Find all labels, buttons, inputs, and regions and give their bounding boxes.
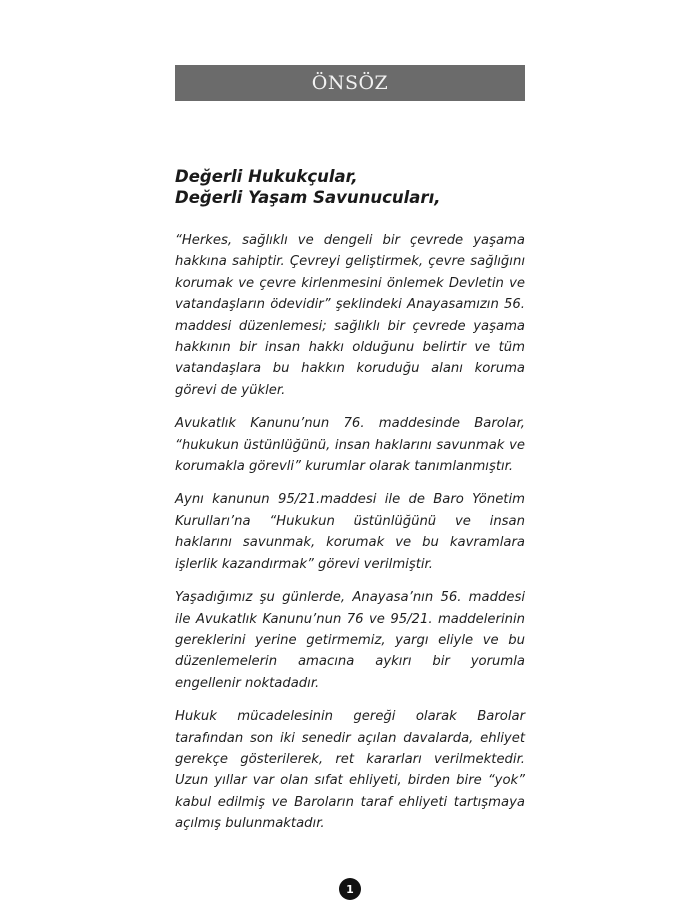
salutation-line-2: Değerli Yaşam Savunucuları,	[175, 188, 441, 207]
paragraph-4: Yaşadığımız şu günlerde, Anayasa’nın 56. maddesi ile Avukatlık Kanunu’nun 76 ve 95/21. maddelerinin gereklerini yerine getirmemiz, yargı eliyle ve bu düzenlemelerin amacına aykırı bir yorumla engellenir noktadadır.	[175, 590, 525, 691]
salutation	[175, 166, 525, 208]
paragraph-1: “Herkes, sağlıklı ve dengeli bir çevrede yaşama hakkına sahiptir. Çevreyi geliştirmek, çevre sağlığını korumak ve çevre kirlenmesini önlemek Devletin ve vatandaşların ödevidir” şeklindeki Anayasamızın 56. maddesi düzenlemesi; sağlıklı bir çevrede yaşama hakkının bir insan hakkı olduğunu belirtir ve tüm vatandaşlara bu hakkın koruduğu alanı koruma görevi de yükler.	[175, 233, 525, 398]
page-title: ÖNSÖZ	[311, 72, 389, 94]
page-number-badge	[339, 878, 361, 900]
page-number: 1	[346, 882, 354, 896]
paragraph-2: Avukatlık Kanunu’nun 76. maddesinde Barolar, “hukukun üstünlüğünü, insan haklarını savunmak ve korumakla görevli” kurumlar olarak tanımlanmıştır.	[175, 416, 525, 475]
paragraph-3: Aynı kanunun 95/21.maddesi ile de Baro Yönetim Kurulları’na “Hukukun üstünlüğünü ve insan haklarını savunmak, korumak ve bu kavramlara işlerlik kazandırmak” görevi verilmiştir.	[175, 492, 525, 572]
paragraph-5: Hukuk mücadelesinin gereği olarak Barolar tarafından son iki senedir açılan davalarda, ehliyet gerekçe gösterilerek, ret kararları verilmektedir. Uzun yıllar var olan sıfat ehliyeti, birden bire “yok” kabul edilmiş ve Baroların taraf ehliyeti tartışmaya açılmış bulunmaktadır.	[175, 709, 525, 832]
body-text	[175, 230, 525, 847]
salutation-line-1: Değerli Hukukçular,	[175, 167, 358, 186]
header-band	[175, 65, 525, 101]
